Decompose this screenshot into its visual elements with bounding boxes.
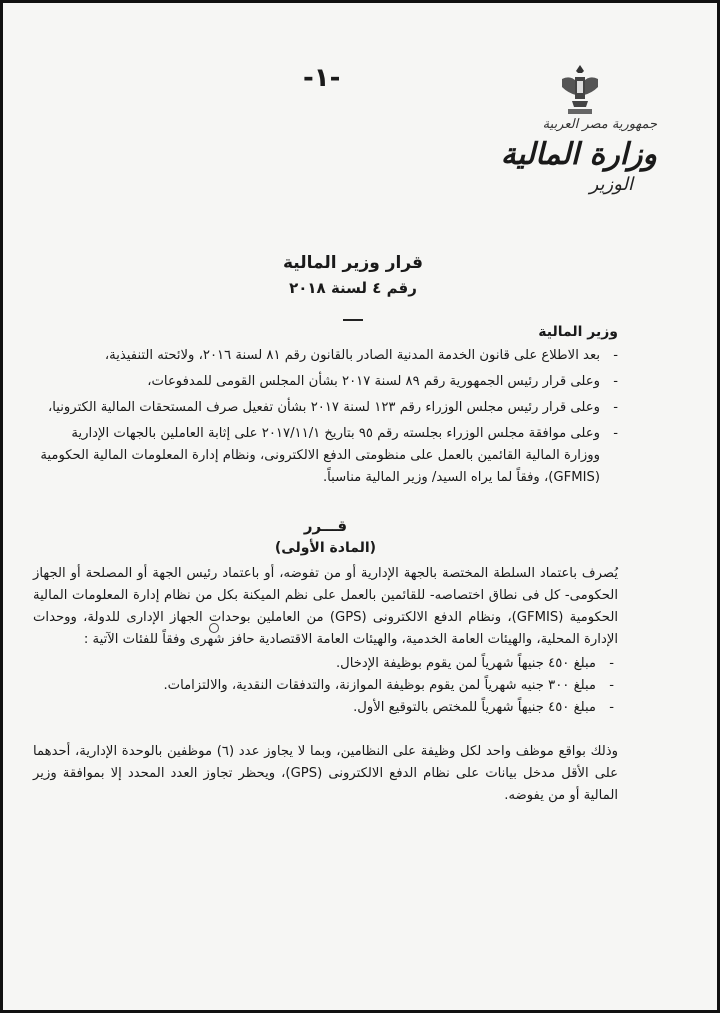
- amount-item: - مبلغ ٣٠٠ جنيه شهرياً لمن يقوم بوظيفة الموازنة، والتدفقات النقدية، والالتزامات.: [33, 675, 618, 697]
- republic-name: جمهورية مصر العربية: [542, 117, 657, 132]
- preamble-list: [33, 345, 618, 489]
- decree-number: رقم ٤ لسنة ٢٠١٨: [289, 279, 417, 297]
- letterhead: [457, 117, 657, 195]
- decides-heading: قـــرر: [303, 517, 348, 535]
- decree-title: قرار وزير المالية: [282, 253, 424, 273]
- preamble-item: - وعلى قرار رئيس مجلس الوزراء رقم ١٢٣ لسنة ٢٠١٧ بشأن تفعيل صرف المستحقات المالية الكترونيا،: [33, 397, 618, 419]
- amount-item: - مبلغ ٤٥٠ جنيهاً شهرياً لمن يقوم بوظيفة الإدخال.: [33, 653, 618, 675]
- preamble-item: - وعلى قرار رئيس الجمهورية رقم ٨٩ لسنة ٢٠١٧ بشأن المجلس القومى للمدفوعات،: [33, 371, 618, 393]
- decree-body: [33, 321, 618, 807]
- closing-paragraph: وذلك بواقع موظف واحد لكل وظيفة على النظامين، وبما لا يجاوز عدد (٦) موظفين بالوحدة الإدارية، أحدهما على الأقل مدخل بيانات على نظام الدفع الالكترونى (GPS)، ويحظر تجاوز العدد المحدد إلا بموافقة وزير المالية أو من يفوضه.: [33, 744, 618, 803]
- egypt-eagle-emblem-icon: [558, 61, 602, 117]
- ministry-name: وزارة المالية: [500, 137, 657, 172]
- amount-item: - مبلغ ٤٥٠ جنيهاً شهرياً للمختص بالتوقيع الأول.: [33, 697, 618, 719]
- page-number: -١-: [303, 63, 341, 93]
- decree-heading: [203, 253, 503, 321]
- minister-office: الوزير: [589, 174, 633, 195]
- circle-mark: [209, 623, 219, 633]
- article-heading: (المادة الأولى): [274, 540, 377, 556]
- minister-label: وزير المالية: [538, 324, 618, 340]
- article-paragraph: يُصرف باعتماد السلطة المختصة بالجهة الإدارية أو من تفوضه، أو باعتماد رئيس الجهة أو المصلحة أو الجهاز الحكومى- كل فى نطاق اختصاصه- للقائمين بالعمل على نظم الميكنة بكل من نظام إدارة المعلومات المالية الحكومية (GFMIS)، ونظام الدفع الالكترونى (GPS) من العاملين بوحدات الجهاز الإدارى للدولة، ووحدات الإدارة المحلية، والهيئات العامة الخدمية، والهيئات العامة الاقتصادية حافز شهرى وفقاً للفئات الآتية :: [33, 566, 618, 647]
- amounts-list: [33, 653, 618, 719]
- preamble-item: - بعد الاطلاع على قانون الخدمة المدنية الصادر بالقانون رقم ٨١ لسنة ٢٠١٦، ولائحته التنفيذية،: [33, 345, 618, 367]
- preamble-item: - وعلى موافقة مجلس الوزراء بجلسته رقم ٩٥ بتاريخ ٢٠١٧/١١/١ على إثابة العاملين بالجهات الإدارية ووزارة المالية القائمين بالعمل على منظومتى الدفع الالكترونى، ونظام إدارة المعلومات المالية الحكومية (GFMIS)، وفقاً لما يراه السيد/ وزير المالية مناسباً.: [33, 423, 618, 489]
